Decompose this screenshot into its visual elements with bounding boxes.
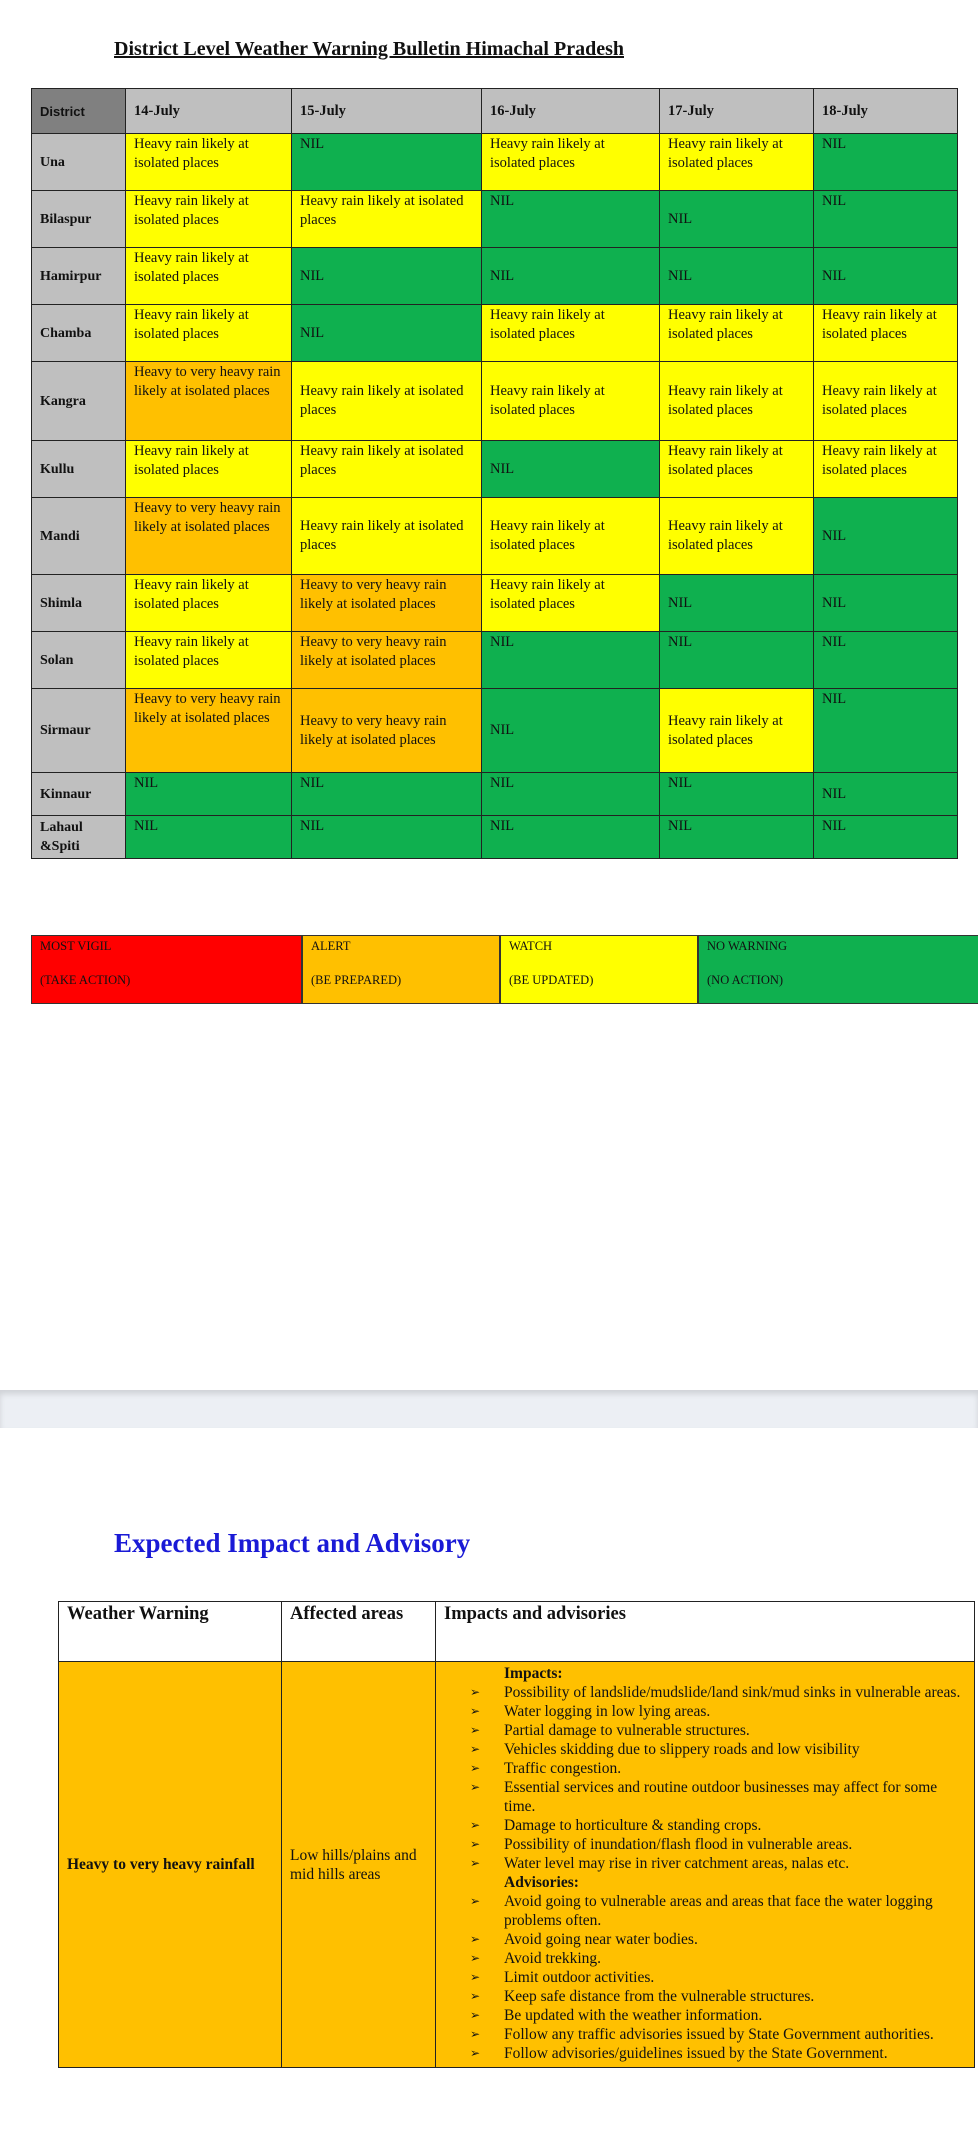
- warning-cell: Heavy to very heavy rain likely at isolated places: [292, 632, 482, 689]
- legend-most-vigil: [31, 935, 302, 1004]
- table-row: [59, 1662, 975, 2068]
- table-row: [32, 575, 958, 632]
- district-name: Kangra: [32, 362, 126, 441]
- legend-watch: [500, 935, 698, 1004]
- impact-advisory-table: [58, 1601, 975, 2068]
- list-item: ➢ Avoid trekking.: [462, 1949, 966, 1968]
- legend-label: WATCH: [509, 939, 553, 953]
- table-header-row: [32, 89, 958, 134]
- warning-cell: Heavy rain likely at isolated places: [482, 305, 660, 362]
- list-item: ➢ Be updated with the weather information.: [462, 2006, 966, 2025]
- warning-cell: Heavy rain likely at isolated places: [126, 248, 292, 305]
- legend-sub: (BE UPDATED): [509, 973, 594, 987]
- warning-cell: Heavy rain likely at isolated places: [126, 134, 292, 191]
- warning-color-legend: [31, 935, 978, 1004]
- bulletin-title: District Level Weather Warning Bulletin Himachal Pradesh: [114, 38, 624, 60]
- warning-cell: Heavy rain likely at isolated places: [660, 305, 814, 362]
- warning-cell: NIL: [482, 248, 660, 305]
- warning-cell: NIL: [292, 816, 482, 859]
- legend-sub: (NO ACTION): [707, 973, 784, 987]
- table-row: [32, 689, 958, 773]
- column-header: Affected areas: [282, 1602, 436, 1662]
- warning-cell: Heavy rain likely at isolated places: [482, 362, 660, 441]
- warning-cell: NIL: [814, 773, 958, 816]
- table-row: [32, 305, 958, 362]
- table-row: [32, 632, 958, 689]
- date-header: 18-July: [814, 89, 958, 134]
- warning-cell: Heavy rain likely at isolated places: [292, 191, 482, 248]
- warning-cell: Heavy to very heavy rain likely at isolated places: [126, 689, 292, 773]
- impacts-advisories-cell: [436, 1662, 975, 2068]
- warning-cell: NIL: [814, 689, 958, 773]
- legend-label: ALERT: [311, 939, 351, 953]
- warning-cell: Heavy rain likely at isolated places: [482, 134, 660, 191]
- warning-cell: NIL: [482, 441, 660, 498]
- warning-cell: Heavy rain likely at isolated places: [482, 498, 660, 575]
- legend-alert: [302, 935, 500, 1004]
- legend-no-warning: [698, 935, 978, 1004]
- list-item: ➢ Limit outdoor activities.: [462, 1968, 966, 1987]
- district-name: Bilaspur: [32, 191, 126, 248]
- warning-cell: NIL: [292, 773, 482, 816]
- warning-cell: Heavy rain likely at isolated places: [660, 134, 814, 191]
- warning-cell: NIL: [660, 773, 814, 816]
- list-item: ➢ Possibility of inundation/flash flood in vulnerable areas.: [462, 1835, 966, 1854]
- advisories-list: [462, 1892, 966, 2063]
- column-header: Impacts and advisories: [436, 1602, 975, 1662]
- list-item: ➢ Essential services and routine outdoor businesses may affect for some time.: [462, 1778, 966, 1816]
- warning-cell: Heavy rain likely at isolated places: [814, 441, 958, 498]
- warning-cell: Heavy rain likely at isolated places: [814, 305, 958, 362]
- date-header: 15-July: [292, 89, 482, 134]
- warning-cell: Heavy rain likely at isolated places: [126, 305, 292, 362]
- warning-cell: Heavy rain likely at isolated places: [482, 575, 660, 632]
- warning-cell: Heavy rain likely at isolated places: [814, 362, 958, 441]
- warning-cell: Heavy rain likely at isolated places: [660, 689, 814, 773]
- table-row: [32, 362, 958, 441]
- page-separator: [0, 1390, 978, 1428]
- date-header: 14-July: [126, 89, 292, 134]
- list-item: ➢ Avoid going near water bodies.: [462, 1930, 966, 1949]
- advisories-heading: Advisories:: [504, 1874, 579, 1891]
- table-header-row: [59, 1602, 975, 1662]
- warning-cell: NIL: [660, 191, 814, 248]
- district-name: Shimla: [32, 575, 126, 632]
- warning-cell: Heavy rain likely at isolated places: [126, 191, 292, 248]
- district-warning-table: [31, 88, 958, 859]
- district-name: Lahaul &Spiti: [32, 816, 126, 859]
- warning-cell: NIL: [482, 773, 660, 816]
- list-item: ➢ Traffic congestion.: [462, 1759, 966, 1778]
- warning-cell: NIL: [814, 191, 958, 248]
- warning-cell: NIL: [126, 816, 292, 859]
- list-item: ➢ Partial damage to vulnerable structures.: [462, 1721, 966, 1740]
- warning-cell: NIL: [482, 816, 660, 859]
- table-row: [32, 816, 958, 859]
- district-name: Hamirpur: [32, 248, 126, 305]
- legend-sub: (TAKE ACTION): [40, 973, 131, 987]
- warning-cell: NIL: [660, 575, 814, 632]
- warning-cell: NIL: [814, 575, 958, 632]
- warning-cell: NIL: [126, 773, 292, 816]
- advisory-title: Expected Impact and Advisory: [114, 1528, 471, 1558]
- district-name: Mandi: [32, 498, 126, 575]
- warning-cell: NIL: [814, 498, 958, 575]
- district-name: Una: [32, 134, 126, 191]
- district-name: Chamba: [32, 305, 126, 362]
- advisory-page: [0, 1428, 978, 2150]
- warning-cell: NIL: [660, 248, 814, 305]
- warning-cell: Heavy rain likely at isolated places: [660, 498, 814, 575]
- list-item: ➢ Follow advisories/guidelines issued by the State Government.: [462, 2044, 966, 2063]
- impacts-list: [462, 1683, 966, 1873]
- warning-cell: Heavy rain likely at isolated places: [292, 362, 482, 441]
- warning-cell: Heavy rain likely at isolated places: [292, 498, 482, 575]
- warning-cell: Heavy to very heavy rain likely at isolated places: [126, 498, 292, 575]
- warning-cell: NIL: [814, 134, 958, 191]
- warning-cell: NIL: [292, 305, 482, 362]
- table-row: [32, 134, 958, 191]
- affected-areas-cell: Low hills/plains and mid hills areas: [282, 1662, 436, 2068]
- district-header: District: [32, 89, 126, 134]
- warning-cell: NIL: [660, 632, 814, 689]
- warning-cell: NIL: [482, 632, 660, 689]
- warning-cell: NIL: [814, 632, 958, 689]
- warning-cell: Heavy to very heavy rain likely at isolated places: [292, 575, 482, 632]
- list-item: ➢ Water level may rise in river catchment areas, nalas etc.: [462, 1854, 966, 1873]
- legend-label: MOST VIGIL: [40, 939, 112, 953]
- warning-cell: Heavy to very heavy rain likely at isolated places: [292, 689, 482, 773]
- warning-cell: NIL: [482, 689, 660, 773]
- table-row: [32, 773, 958, 816]
- date-header: 17-July: [660, 89, 814, 134]
- warning-cell: Heavy rain likely at isolated places: [126, 575, 292, 632]
- warning-cell: Heavy rain likely at isolated places: [292, 441, 482, 498]
- warning-cell: NIL: [292, 248, 482, 305]
- list-item: ➢ Water logging in low lying areas.: [462, 1702, 966, 1721]
- list-item: ➢ Damage to horticulture & standing crops.: [462, 1816, 966, 1835]
- table-row: [32, 248, 958, 305]
- warning-cell: Heavy rain likely at isolated places: [126, 632, 292, 689]
- weather-warning-cell: Heavy to very heavy rainfall: [59, 1662, 282, 2068]
- warning-cell: NIL: [482, 191, 660, 248]
- warning-cell: NIL: [292, 134, 482, 191]
- warning-cell: Heavy rain likely at isolated places: [660, 362, 814, 441]
- warning-cell: NIL: [814, 816, 958, 859]
- district-name: Kullu: [32, 441, 126, 498]
- list-item: ➢ Vehicles skidding due to slippery roads and low visibility: [462, 1740, 966, 1759]
- district-name: Sirmaur: [32, 689, 126, 773]
- table-row: [32, 498, 958, 575]
- warning-cell: Heavy to very heavy rain likely at isolated places: [126, 362, 292, 441]
- list-item: ➢ Keep safe distance from the vulnerable structures.: [462, 1987, 966, 2006]
- district-name: Kinnaur: [32, 773, 126, 816]
- date-header: 16-July: [482, 89, 660, 134]
- column-header: Weather Warning: [59, 1602, 282, 1662]
- impacts-heading: Impacts:: [504, 1665, 563, 1682]
- legend-label: NO WARNING: [707, 939, 787, 953]
- warning-cell: Heavy rain likely at isolated places: [660, 441, 814, 498]
- warning-cell: NIL: [814, 248, 958, 305]
- legend-sub: (BE PREPARED): [311, 973, 402, 987]
- table-row: [32, 191, 958, 248]
- list-item: ➢ Avoid going to vulnerable areas and areas that face the water logging problems often.: [462, 1892, 966, 1930]
- list-item: ➢ Possibility of landslide/mudslide/land sink/mud sinks in vulnerable areas.: [462, 1683, 966, 1702]
- table-row: [32, 441, 958, 498]
- list-item: ➢ Follow any traffic advisories issued by State Government authorities.: [462, 2025, 966, 2044]
- warning-cell: NIL: [660, 816, 814, 859]
- warning-cell: Heavy rain likely at isolated places: [126, 441, 292, 498]
- district-name: Solan: [32, 632, 126, 689]
